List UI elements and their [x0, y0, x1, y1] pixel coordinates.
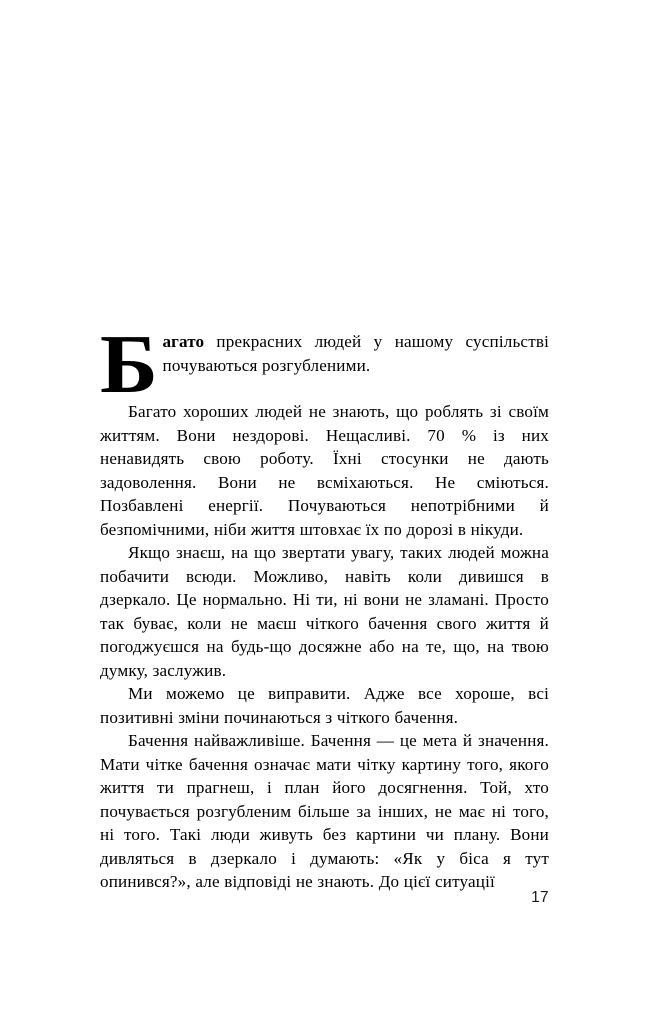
page-text-block: [100, 318, 549, 894]
paragraph-3: Якщо знаєш, на що звертати увагу, таких людей можна побачити всюди. Можливо, навіть коли дивишся в дзеркало. Це нормально. Ні ти, ні вони не зламані. Просто так буває, коли не маєш чіткого бачення свого життя й погоджуєшся на будь-що досяжне або на те, що, на твою думку, заслужив.: [100, 543, 549, 680]
page-number: 17: [531, 889, 549, 906]
paragraph-opening: [100, 318, 549, 411]
paragraph-2: Багато хороших людей не знають, що роблять зі своїм життям. Вони нездорові. Нещасливі. 70 % із них ненавидять свою роботу. Їхні стосунки не дають задоволення. Вони не всміхаються. Не сміються. Позбавлені енергії. Почуваються непотрібними й безпомічними, ніби життя штовхає їх по дорозі в нікуди.: [100, 402, 549, 539]
lead-in-text: агато: [162, 332, 205, 351]
paragraph-4: Ми можемо це виправити. Адже все хороше, всі позитивні зміни починаються з чіткого бачення.: [100, 684, 549, 727]
drop-cap-letter: Б: [100, 318, 158, 411]
paragraph-5: Бачення найважливіше. Бачення — це мета й значення. Мати чітке бачення означає мати чітку картину того, якого життя ти прагнеш, і план його досягнення. Той, хто почувається розгубленим більше за інших, не має ні того, ні того. Такі люди живуть без картини чи плану. Вони дивляться в дзеркало і думають: «Як у біса я тут опинився?», але відповіді не знають. До цієї ситуації: [100, 731, 549, 891]
paragraph-text-1: прекрасних людей у нашому суспільстві почуваються розгубленими.: [162, 332, 549, 375]
